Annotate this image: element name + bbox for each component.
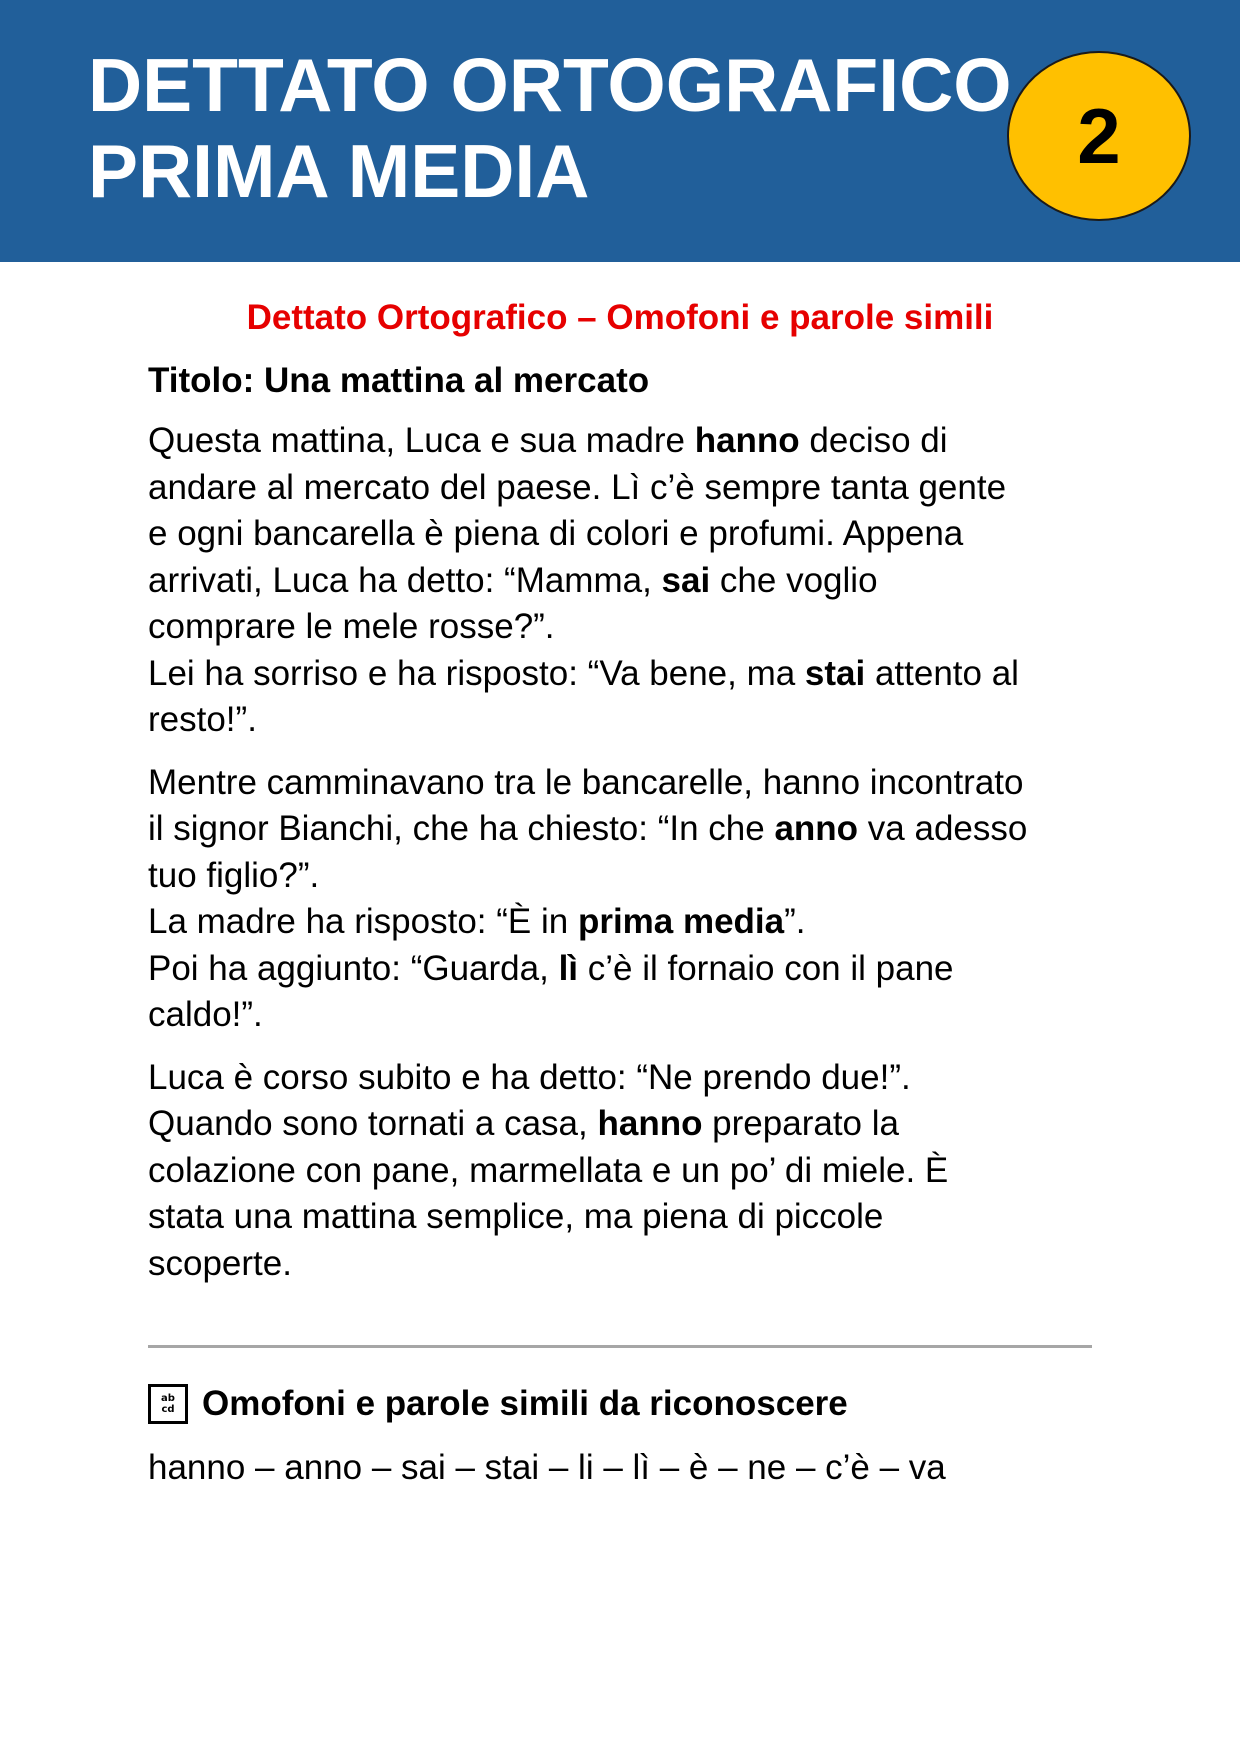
text-line: tuo figlio?”.	[148, 855, 320, 895]
text-line: resto!”.	[148, 700, 257, 739]
page-title-line2: PRIMA MEDIA	[88, 129, 590, 213]
page-title-line1: DETTATO ORTOGRAFICO	[88, 43, 1012, 127]
text-line: arrivati, Luca ha detto: “Mamma, sai che voglio	[148, 560, 878, 600]
number-badge: 2	[1007, 51, 1191, 221]
text-line: La madre ha risposto: “È in prima media”.	[148, 902, 806, 941]
text-line: e ogni bancarella è piena di colori e profumi. Appena	[148, 514, 964, 553]
text-line: caldo!”.	[148, 995, 263, 1034]
story-title: Titolo: Una mattina al mercato	[148, 361, 650, 400]
paragraph-1	[148, 418, 1098, 744]
text-line: colazione con pane, marmellata e un po’ di miele. È	[148, 1150, 949, 1190]
dictation-text	[148, 356, 1098, 1303]
highlighted-word: hanno	[694, 421, 800, 460]
text-line: il signor Bianchi, che ha chiesto: “In che anno va adesso	[148, 809, 1028, 848]
highlighted-word: anno	[774, 809, 859, 848]
text-line: stata una mattina semplice, ma piena di piccole	[148, 1197, 884, 1236]
text-line: Luca è corso subito e ha detto: “Ne prendo due!”.	[148, 1057, 911, 1097]
section-heading	[148, 1379, 848, 1429]
header-banner	[0, 0, 1240, 262]
highlighted-word: sai	[661, 560, 711, 600]
abcd-icon: ab cd	[148, 1384, 188, 1424]
paragraph-2	[148, 760, 1098, 1039]
subtitle: Dettato Ortografico – Omofoni e parole simili	[246, 298, 994, 337]
homophone-word-list: hanno – anno – sai – stai – li – lì – è – ne – c’è – va	[148, 1448, 946, 1487]
text-line: Mentre camminavano tra le bancarelle, hanno incontrato	[148, 762, 1024, 802]
highlighted-word: hanno	[597, 1104, 703, 1143]
highlighted-word: prima media	[577, 902, 785, 941]
text-line: Quando sono tornati a casa, hanno preparato la	[148, 1104, 899, 1143]
paragraph-3	[148, 1055, 1098, 1288]
text-line: Poi ha aggiunto: “Guarda, lì c’è il fornaio con il pane	[148, 948, 954, 988]
text-line: comprare le mele rosse?”.	[148, 607, 555, 646]
section-divider	[148, 1345, 1092, 1348]
page-title	[88, 42, 1012, 214]
text-line: scoperte.	[148, 1243, 292, 1283]
text-line: andare al mercato del paese. Lì c’è sempre tanta gente	[148, 467, 1007, 507]
highlighted-word: lì	[558, 948, 579, 988]
section-title: Omofoni e parole simili da riconoscere	[202, 1384, 848, 1423]
text-line: Lei ha sorriso e ha risposto: “Va bene, ma stai attento al	[148, 653, 1019, 693]
highlighted-word: stai	[804, 653, 866, 693]
text-line: Questa mattina, Luca e sua madre hanno deciso di	[148, 421, 948, 460]
